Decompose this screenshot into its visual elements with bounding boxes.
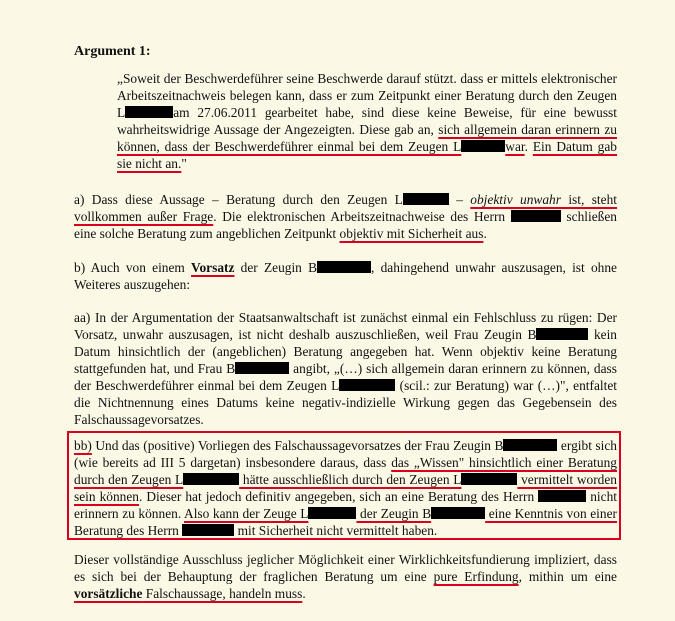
underlined-text: Ein Datum gab sie nicht an. xyxy=(117,139,617,171)
redaction-block xyxy=(461,473,517,485)
quote-text: . xyxy=(524,139,533,154)
underlined-text: vorsätzliche xyxy=(74,586,143,601)
redaction-block xyxy=(183,473,239,485)
body-text: nicht erinnern zu können. xyxy=(74,489,617,521)
underlined-text: ist, steht vollkommen außer Frage xyxy=(74,192,617,224)
redaction-block xyxy=(511,210,561,222)
underlined-text: war xyxy=(505,139,525,154)
redaction-block xyxy=(317,261,371,273)
underlined-text: objektiv unwahr xyxy=(470,192,561,207)
redaction-block xyxy=(461,140,505,152)
redaction-block xyxy=(503,439,557,451)
redaction-block xyxy=(403,193,449,205)
quote-text: am 27.06.2011 gearbeitet habe, sind diese keine Beweise, für eine bewusst wahrheitswidrige Aussage der Angezeigten. Diese gab an, xyxy=(117,105,617,137)
underlined-text: Falschaussage, handeln muss xyxy=(142,586,303,601)
redaction-block xyxy=(235,362,289,374)
body-text: a) Dass diese Aussage – Beratung durch den Zeugen L xyxy=(74,192,403,207)
underlined-text: das „Wissen" hinsichtlich einer Beratung durch den Zeugen L xyxy=(74,455,617,487)
quote-paragraph xyxy=(117,70,617,172)
body-text: . Dieser hat jedoch definitiv angegeben, sich an eine Beratung des Herrn xyxy=(139,489,539,504)
underlined-text: objektiv mit Sicherheit aus xyxy=(339,226,484,241)
body-text: ergibt sich (wie bereits ad III 5 dargetan) insbesondere daraus, dass xyxy=(74,438,617,470)
underlined-text: vermittelt worden sein können xyxy=(74,472,618,504)
paragraph-a xyxy=(74,191,617,242)
body-text: der Zeugin B xyxy=(234,260,318,275)
redaction-block xyxy=(538,490,586,502)
quote-text: " xyxy=(181,156,187,171)
paragraph-bb xyxy=(74,437,617,539)
body-text: kein Datum hinsichtlich der (angeblichen) Beratung angegeben hat. Wenn objektiv keine Beratung stattgefunden hat, und Frau B xyxy=(74,327,618,376)
body-text: , mithin um eine xyxy=(518,569,617,584)
body-text: , dahingehend unwahr auszusagen, ist ohne Weiteres auszugehen: xyxy=(74,260,617,292)
body-text: – xyxy=(448,192,471,207)
body-text: . Die elektronischen Arbeitszeitnachweise des Herrn xyxy=(213,209,511,224)
underlined-text: eine Kenntnis von einer Beratung des Herrn xyxy=(74,506,617,538)
body-text: (scil.: zur Beratung) war (…)", entfaltet die Nichtnennung eines Datums keine negativ-indizielle Wirkung gegen das Gegebensein des Falschaussagevorsatzes. xyxy=(74,378,617,427)
paragraph-b xyxy=(74,259,617,293)
underlined-text: sich allgemein daran erinnern zu können, dass der Beschwerdeführer einmal bei dem Zeugen L xyxy=(117,122,617,154)
redaction-block xyxy=(125,106,173,118)
body-text: . xyxy=(302,586,306,601)
body-text: b) Auch von einem xyxy=(74,260,192,275)
redaction-block xyxy=(308,507,356,519)
redaction-block xyxy=(536,328,588,340)
body-text: angibt, „(…) sich allgemein daran erinnern zu können, dass der Beschwerdeführer einmal bei dem Zeugen L xyxy=(74,361,617,393)
body-text: schließen eine solche Beratung zum angeblichen Zeitpunkt xyxy=(74,209,618,241)
redaction-block xyxy=(339,379,395,391)
body-text: Und das (positive) Vorliegen des Falschaussagevorsatzes der Frau Zeugin B xyxy=(91,438,504,453)
underlined-text: pure Erfindung xyxy=(433,569,519,584)
body-text: Dieser vollständige Ausschluss jeglicher Möglichkeit einer Wirklichkeitsfundierung impliziert, dass es sich bei der Behauptung der fraglichen Beratung um eine xyxy=(74,552,617,584)
underlined-text: hätte ausschließlich durch den Zeugen L xyxy=(239,472,462,487)
underlined-text: mit Sicherheit nicht vermittelt haben. xyxy=(234,523,438,538)
paragraph-aa xyxy=(74,309,617,428)
underlined-text: Vorsatz xyxy=(191,260,235,275)
argument-heading: Argument 1: xyxy=(74,44,151,59)
underlined-text: Also kann der Zeuge L xyxy=(184,506,309,521)
final-paragraph xyxy=(74,551,617,602)
underlined-text: bb) xyxy=(74,438,92,453)
body-text: . xyxy=(483,226,487,241)
body-text: aa) In der Argumentation der Staatsanwaltschaft ist zunächst einmal ein Fehlschluss zu rügen: Der Vorsatz, unwahr auszusagen, ist nicht deshalb auszuschließen, weil Frau Zeugin B xyxy=(74,310,617,342)
underlined-text: der Zeugin B xyxy=(356,506,432,521)
quote-text: „Soweit der Beschwerdeführer seine Beschwerde darauf stützt. dass er mittels elektronischer Arbeitszeitnachweis belegen kann, dass er zum Zeitpunkt einer Beratung durch den Zeugen L xyxy=(117,71,617,120)
redaction-block xyxy=(182,524,234,536)
redaction-block xyxy=(431,507,485,519)
